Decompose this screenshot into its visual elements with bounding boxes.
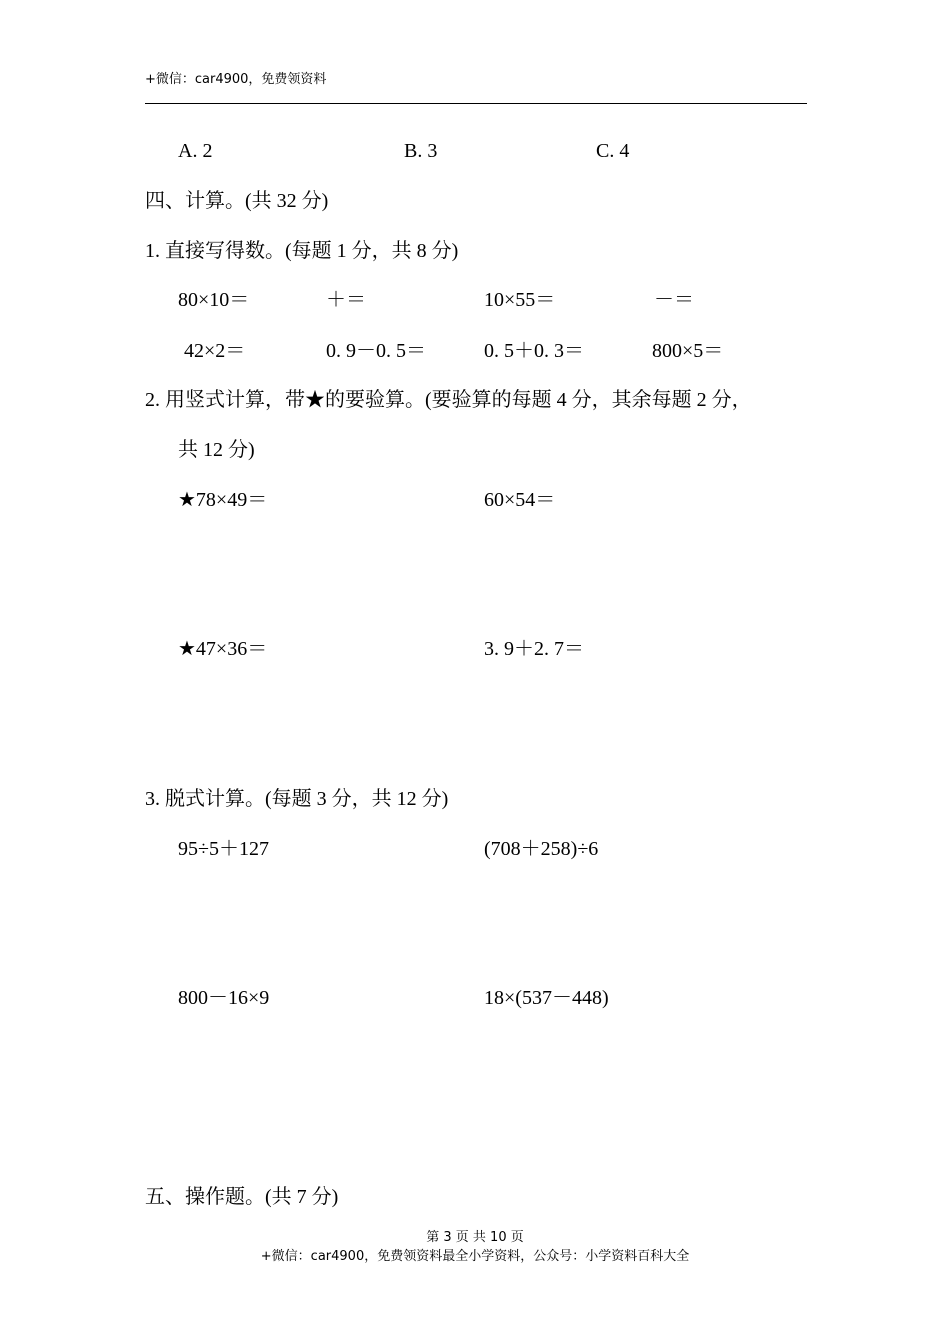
stepwise-calc-item: 18×(537－448) [484,987,609,1009]
vertical-calc-item: ★78×49＝ [178,489,268,511]
choice-c: C. 4 [596,140,630,162]
oral-calc-item: 42×2＝ [184,340,246,362]
stepwise-calc-item: 800－16×9 [178,987,270,1009]
oral-calc-item: 80×10＝ [178,289,250,311]
question-2-title-line1: 2. 用竖式计算，带★的要验算。(要验算的每题 4 分，其余每题 2 分， [145,389,752,411]
page-number: 第 3 页 共 10 页 [426,1230,524,1245]
stepwise-calc-item: (708＋258)÷6 [484,838,599,860]
question-2-title-line2: 共 12 分) [178,439,255,461]
oral-calc-item: 0. 9－0. 5＝ [326,340,426,362]
choice-b: B. 3 [404,140,438,162]
vertical-calc-item: 3. 9＋2. 7＝ [484,638,584,660]
page-header: +微信：car4900，免费领资料 [145,72,327,87]
stepwise-calc-item: 95÷5＋127 [178,838,269,860]
question-1-title: 1. 直接写得数。(每题 1 分，共 8 分) [145,240,459,262]
oral-calc-item: ＋＝ [326,289,366,311]
section-5-title: 五、操作题。(共 7 分) [145,1186,339,1208]
oral-calc-item: －＝ [654,289,694,311]
footer-note: +微信：car4900，免费领资料最全小学资料，公众号：小学资料百科大全 [260,1249,690,1264]
oral-calc-item: 800×5＝ [652,340,724,362]
choice-a: A. 2 [178,140,213,162]
vertical-calc-item: ★47×36＝ [178,638,268,660]
oral-calc-item: 10×55＝ [484,289,556,311]
header-divider [145,103,807,104]
section-4-title: 四、计算。(共 32 分) [145,190,329,212]
vertical-calc-item: 60×54＝ [484,489,556,511]
question-3-title: 3. 脱式计算。(每题 3 分，共 12 分) [145,788,449,810]
oral-calc-item: 0. 5＋0. 3＝ [484,340,584,362]
